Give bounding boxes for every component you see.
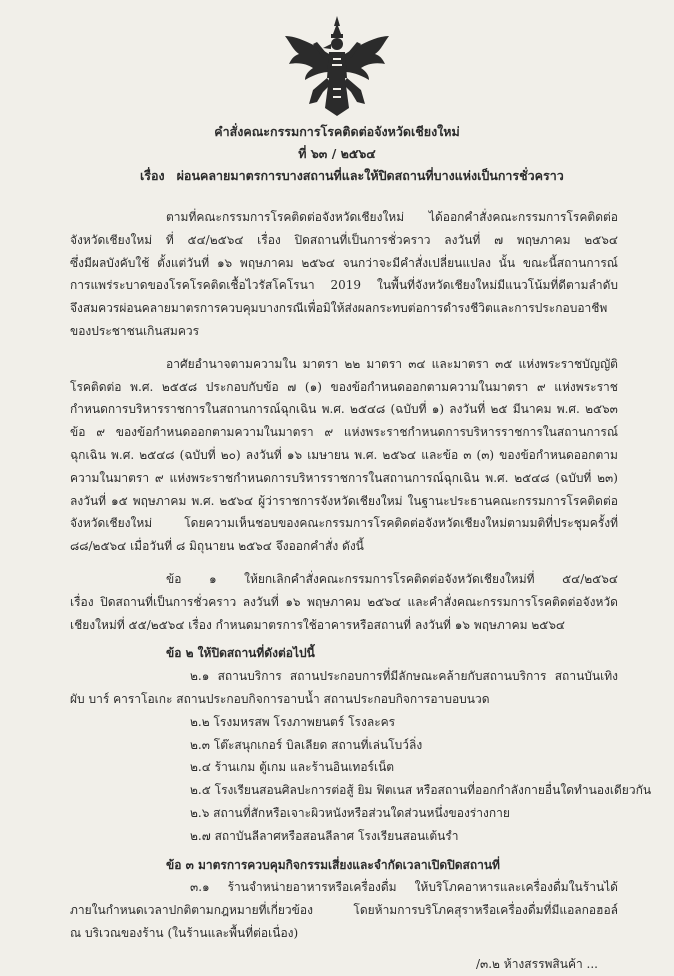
word: ของข้อกำหนดออกตามความในมาตรา [330, 379, 529, 394]
word: ๓๔ [408, 356, 426, 371]
word: ๙ [96, 425, 105, 440]
word: ๒๕๖๔ [382, 447, 417, 462]
word: ๒๕๖๓ [585, 402, 618, 417]
word: พ.ศ. [130, 379, 154, 394]
word: แห่งพระราชบัญญัติ [518, 356, 618, 371]
word: ลงวันที่ [444, 232, 481, 247]
word: ขณะนี้สถานการณ์ [522, 255, 618, 270]
word: ๒๓) [597, 470, 618, 485]
word: ๒๕๔๘ [349, 402, 386, 417]
word: ปิดสถานที่เป็นการชั่วคราว [294, 232, 431, 247]
word: กำหนดการบริหารราชการในสถานการณ์ฉุกเฉิน [70, 402, 317, 417]
clause2-item: ๒.๒ โรงมหรสพ โรงภาพยนตร์ โรงละคร [190, 714, 396, 729]
word: พฤษภาคม [239, 255, 294, 270]
word: ๑๕ [111, 493, 128, 508]
word: (ฉบับที่ [390, 402, 427, 417]
word: แห่งพระราชกำหนดการบริหารราชการในสถานการณ์ฉุกเฉิน [169, 470, 480, 485]
word: ข้อ [70, 425, 86, 440]
word: พฤษภาคม [132, 493, 187, 508]
word: ลงวันที่ [245, 447, 282, 462]
para1-line [0, 252, 674, 275]
word: ๒๐) [220, 447, 241, 462]
word: ๒๕๕๘ [161, 379, 198, 394]
word: ๒๒ [344, 356, 361, 371]
para2-line [0, 490, 674, 513]
word: ๑๖ [216, 255, 233, 270]
word: แห่งพระราช [554, 379, 618, 394]
order-subject [140, 166, 564, 186]
para2-line: ๘๘/๒๕๖๔ เมื่อวันที่ ๘ มิถุนายน ๒๕๖๔ จึงออกคำสั่ง ดังนี้ [70, 539, 364, 554]
word: จึงสมควรผ่อนคลายมาตรการควบคุมบางกรณีเพื่อมิให้ส่งผลกระทบต่อการดำรงชีวิตและการประกอบอาชีพ [70, 301, 608, 316]
word: จังหวัดเชียงใหม่ [70, 516, 153, 531]
clause3-line [0, 899, 674, 922]
word: พ.ศ. [556, 402, 580, 417]
word: จังหวัดเชียงใหม่ [70, 232, 153, 247]
word: มาตรา [302, 356, 339, 371]
word: ผู้ว่าราชการจังหวัดเชียงใหม่ [258, 493, 403, 508]
word: ๒๕๖๔ [367, 594, 401, 609]
word: ร้านจำหน่ายอาหารหรือเครื่องดื่ม [227, 880, 397, 895]
word: ๑ [208, 571, 217, 586]
clause2-item: ๒.๓ โต๊ะสนุกเกอร์ บิลเลียด สถานที่เล่นโบว์ลิ่ง [190, 737, 423, 752]
para2-line [0, 376, 674, 399]
word: (๓) [476, 447, 495, 462]
word: ที่ [165, 232, 174, 247]
word: ประกอบกับข้อ [205, 379, 279, 394]
word: ให้บริโภคอาหารและเครื่องดื่มในร้านได้ [414, 880, 618, 895]
word: สถานบริการ [217, 669, 282, 684]
clause3-line: ณ บริเวณของร้าน (ในร้านและพื้นที่ต่อเนื่อง) [70, 925, 299, 940]
word: โดยห้ามการบริโภคสุราหรือเครื่องดื่มที่มีแอลกอฮอล์ [353, 903, 618, 918]
word: ข้อ [166, 571, 182, 586]
word: ๓๕ [495, 356, 513, 371]
word: ความในมาตรา [70, 470, 150, 485]
word: และมาตรา [431, 356, 489, 371]
word: พ.ศ. [354, 447, 378, 462]
word: ๑๖ [286, 447, 303, 462]
word: ๙ [154, 470, 164, 485]
word: ๗ [494, 232, 504, 247]
word: พ.ศ. [191, 493, 215, 508]
word: พ.ศ. [485, 470, 509, 485]
word: ๒๕๔๘ [514, 470, 550, 485]
para2-line [0, 398, 674, 421]
word: พ.ศ. [111, 447, 135, 462]
word: (ฉบับที่ [555, 470, 592, 485]
word: แห่งพระราชกำหนดการบริหารราชการในสถานการณ์ [343, 425, 618, 440]
para2-line [0, 444, 674, 467]
order-number: ที่ ๖๓ / ๒๕๖๔ [298, 146, 376, 161]
subject-text: ผ่อนคลายมาตรการบางสถานที่และให้ปิดสถานที่บางแห่งเป็นการชั่วคราว [176, 168, 564, 183]
word: พฤษภาคม [516, 232, 571, 247]
clause1-line: เชียงใหม่ที่ ๕๕/๒๕๖๔ เรื่อง กำหนดมาตรการใช้อาคารหรือสถานที่ ลงวันที่ ๑๖ พฤษภาคม ๒๕๖๔ [70, 617, 566, 632]
word: พ.ศ. [321, 402, 345, 417]
word: ตามที่คณะกรรมการโรคติดต่อจังหวัดเชียงใหม่ [166, 210, 405, 224]
clause2-heading: ข้อ ๒ ให้ปิดสถานที่ดังต่อไปนี้ [166, 646, 315, 661]
word: ๒๕๖๔ [219, 493, 254, 508]
garuda-emblem-svg [283, 14, 391, 118]
word: ๙ [324, 425, 334, 440]
word: ๗ [287, 379, 297, 394]
word: สถานประกอบการที่มีลักษณะคล้ายกับสถานบริการ [289, 669, 547, 684]
clause2-item: ๒.๔ ร้านเกม ตู้เกม และร้านอินเทอร์เน็ต [190, 760, 395, 775]
word: เมษายน [307, 447, 350, 462]
clause1-line [0, 568, 674, 591]
word: ของข้อกำหนดออกตาม [499, 447, 618, 462]
word: ๙ [536, 379, 546, 394]
word: ของข้อกำหนดออกตามความในมาตรา [115, 425, 314, 440]
clause2-item: ๒.๕ โรงเรียนสอนศิลปะการต่อสู้ ยิม ฟิตเนส หรือสถานที่ออกกำลังกายอื่นใดทำนองเดียวกัน [190, 783, 652, 798]
word: มีนาคม [512, 402, 552, 417]
word: มาตรา [366, 356, 403, 371]
para1-line [0, 206, 674, 229]
para1-line [0, 297, 674, 320]
document-body [0, 206, 674, 976]
word: ลงวันที่ [70, 493, 107, 508]
word: การแพร่ระบาดของโรคโรคติดเชื้อไวรัสโคโรนา [70, 278, 315, 293]
word: ตั้งแต่วันที่ [157, 255, 210, 270]
word: ลงวันที่ [449, 402, 486, 417]
word: และข้อ [421, 447, 459, 462]
word: สถานบันเทิง [554, 669, 618, 684]
word: ๒.๑ [190, 669, 210, 684]
word: ๒๕ [490, 402, 508, 417]
word: เรื่อง [70, 594, 94, 609]
para2-line [0, 467, 674, 490]
word: (ฉบับที่ [179, 447, 216, 462]
word: นั้น [498, 255, 516, 270]
word: ฉุกเฉิน [70, 447, 106, 462]
word: พฤษภาคม [307, 594, 361, 609]
word: โดยความเห็นชอบของคณะกรรมการโรคติดต่อจังหวัดเชียงใหม่ตามมติที่ประชุมครั้งที่ [184, 516, 618, 531]
word: ๒๕๖๔ [584, 232, 618, 247]
word: ๑๖ [285, 594, 301, 609]
subject-label: เรื่อง [140, 168, 165, 183]
order-title: คำสั่งคณะกรรมการโรคติดต่อจังหวัดเชียงใหม่ [214, 124, 460, 139]
word: เรื่อง [257, 232, 281, 247]
word: จนกว่าจะมีคำสั่งเปลี่ยนแปลง [342, 255, 491, 270]
clause2-item: ๒.๖ สถานที่สักหรือเจาะผิวหนังหรือส่วนใดส่วนหนึ่งของร่างกาย [190, 805, 510, 820]
word: ในพื้นที่จังหวัดเชียงใหม่มีแนวโน้มที่ดีตามลำดับ [376, 278, 618, 293]
clause3-heading: ข้อ ๓ มาตรการควบคุมกิจกรรมเสี่ยงและจำกัดเวลาเปิดปิดสถานที่ [166, 857, 500, 872]
word: ให้ยกเลิกคำสั่งคณะกรรมการโรคติดต่อจังหวัดเชียงใหม่ที่ [244, 571, 535, 586]
word: ซึ่งมีผลบังคับใช้ [70, 255, 150, 270]
word: (๑) [304, 379, 322, 394]
word: ภายในกำหนดเวลาปกติตามกฎหมายที่เกี่ยวข้อง [70, 903, 313, 918]
word: และคำสั่งคณะกรรมการโรคติดต่อจังหวัด [407, 594, 618, 609]
para1-line: ของประชาชนเกินสมควร [70, 323, 200, 338]
word: ลงวันที่ [242, 594, 279, 609]
word: ๕๔/๒๕๖๔ [187, 232, 244, 247]
word: อาศัยอำนาจตามความใน [166, 356, 297, 371]
clause1-line [0, 591, 674, 614]
word: ๓.๑ [190, 880, 210, 895]
word: ๕๔/๒๕๖๔ [562, 571, 618, 586]
word: ๒๕๖๔ [301, 255, 336, 270]
clause2-item: ผับ บาร์ คาราโอเกะ สถานประกอบกิจการอาบน้ำ สถานประกอบกิจการอาบอบนวด [70, 691, 490, 706]
word: โรคติดต่อ [70, 379, 122, 394]
para2-line [0, 512, 674, 535]
page-continuation: /๓.๒ ห้างสรรพสินค้า ... [476, 956, 598, 971]
clause2-item [0, 665, 674, 688]
word: 2019 [330, 278, 362, 293]
para1-line [0, 229, 674, 252]
para2-line [0, 421, 674, 444]
clause3-line [0, 876, 674, 899]
word: ๑) [431, 402, 445, 417]
clause2-item: ๒.๗ สถาบันลีลาศหรือสอนลีลาศ โรงเรียนสอนเต้นรำ [190, 828, 459, 843]
para1-line [0, 274, 674, 297]
garuda-emblem-icon [283, 14, 391, 118]
word: ปิดสถานที่เป็นการชั่วคราว [100, 594, 237, 609]
word: ในฐานะประธานคณะกรรมการโรคติดต่อ [407, 493, 618, 508]
para2-line [0, 353, 674, 376]
word: ได้ออกคำสั่งคณะกรรมการโรคติดต่อ [428, 210, 618, 224]
word: ๓ [463, 447, 472, 462]
word: ๒๕๔๘ [139, 447, 175, 462]
